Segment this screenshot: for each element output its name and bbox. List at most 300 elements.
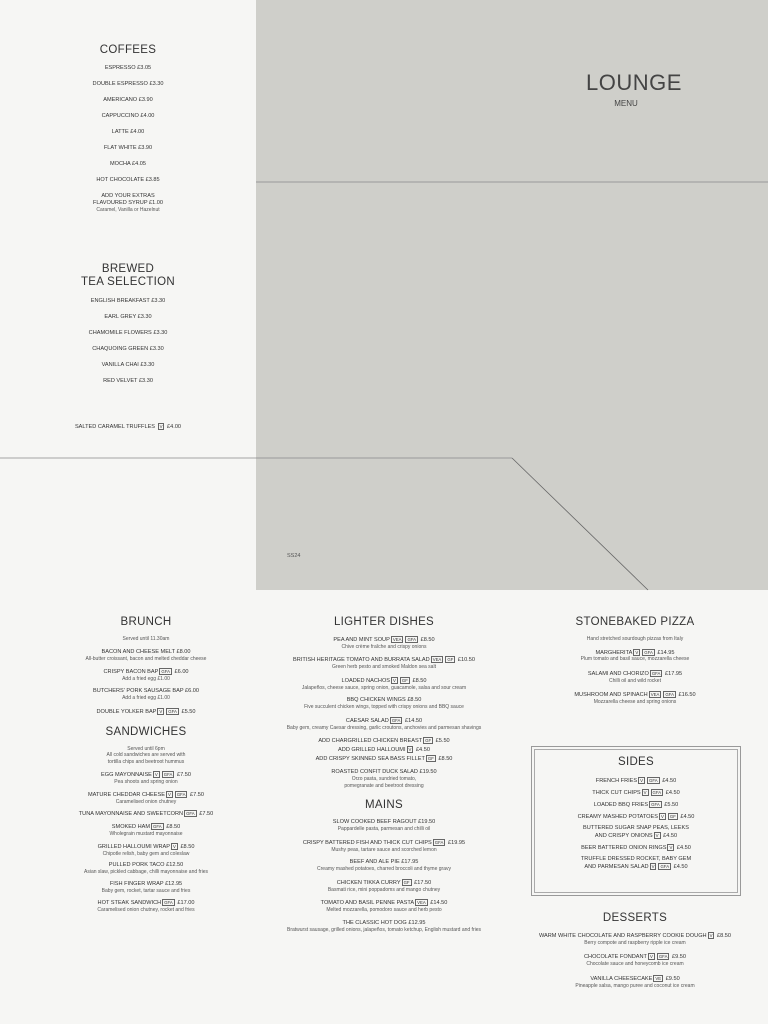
menu-item-title [279, 697, 489, 704]
lighter-item [279, 677, 489, 691]
tag-badge: GFA [176, 791, 186, 797]
menu-item-name: ADD CRISPY SKINNED SEA BASS FILLET [315, 756, 425, 763]
menu-item-title [279, 755, 489, 763]
brunch-item [41, 649, 251, 663]
menu-item-title [41, 810, 251, 818]
drink-name: VANILLA CHAI [101, 362, 139, 368]
drink-price: £3.30 [137, 314, 152, 320]
menu-item-name: CHOCOLATE FONDANT [583, 954, 647, 961]
menu-item-name: BUTCHERS' PORK SAUSAGE BAP [92, 688, 184, 695]
menu-item-name: SMOKED HAM [111, 824, 151, 831]
tag-badge: VEA [650, 692, 660, 698]
tag-badge: GF [401, 677, 408, 683]
menu-item-title [531, 777, 741, 785]
tag-badge: GF [425, 738, 432, 744]
menu-item-name: MARGHERITA [595, 649, 633, 656]
menu-item-title [41, 771, 251, 779]
menu-item-desc: Caramelised onion chutney [115, 798, 177, 805]
tag-badge: VEA [417, 900, 426, 906]
menu-item-price: £6.00 [174, 668, 189, 675]
tea-item [0, 330, 256, 337]
menu-item-title [279, 656, 489, 664]
tea-item [0, 346, 256, 353]
menu-item-title [41, 843, 251, 851]
tag-badge: GFA [163, 772, 173, 778]
menu-item-name: THICK CUT CHIPS [592, 789, 641, 796]
drink-price: £3.30 [149, 81, 164, 87]
menu-item-price: £4.50 [662, 777, 677, 784]
menu-item-title [279, 859, 489, 866]
sandwich-item [41, 881, 251, 895]
tag-badge: GFA [168, 708, 177, 714]
menu-item-name: BRITISH HERITAGE TOMATO AND BURRATA SALAD [293, 657, 430, 664]
mains-item [279, 920, 489, 934]
menu-item-name: SALAMI AND CHORIZO [587, 670, 649, 677]
menu-item-name: TUNA MAYONNAISE AND SWEETCORN [78, 811, 184, 818]
menu-item-title [41, 688, 251, 695]
coffee-item [0, 145, 256, 152]
menu-item-price: £17.50 [414, 879, 432, 886]
mains-list [279, 819, 489, 933]
tag-badge: GFA [407, 637, 417, 642]
menu-item-desc: Creamy mashed potatoes, charred broccoli and thyme gravy [317, 866, 451, 873]
menu-item-name: WARM WHITE CHOCOLATE AND RASPBERRY COOKIE DOUGH [538, 932, 707, 939]
menu-item-name: MUSHROOM AND SPINACH [574, 692, 648, 699]
sandwiches-note2: All cold sandwiches are served with [106, 752, 186, 759]
brunch-item [41, 688, 251, 702]
tag-badge: V [643, 789, 647, 795]
coffee-list [0, 65, 256, 184]
menu-item-name: BEEF AND ALE PIE [349, 859, 400, 866]
side-item [531, 801, 741, 809]
tag-badge: V [709, 933, 713, 938]
drink-price: £3.90 [138, 145, 153, 151]
menu-item-price: £8.50 [407, 697, 422, 704]
menu-item-price: £8.50 [420, 636, 435, 643]
brunch-list [41, 649, 251, 716]
menu-item-price: £7.50 [176, 772, 191, 779]
menu-item-price: £9.50 [672, 954, 687, 961]
lighter-item [279, 656, 489, 670]
tag-badge: GF [427, 756, 434, 762]
menu-item-name: EGG MAYONNAISE [101, 772, 152, 779]
tag-badge: GFA [186, 811, 195, 817]
tag-badge: GFA [391, 717, 401, 723]
menu-item-desc: Mushy peas, tartare sauce and scorched lemon [331, 846, 437, 853]
tag-badge: V [655, 832, 659, 838]
drink-name: HOT CHOCOLATE [96, 177, 145, 183]
tag-badge: V [651, 863, 655, 869]
menu-item-title [41, 791, 251, 799]
menu-item-title [41, 649, 251, 656]
lounge-cover-panel [256, 0, 768, 590]
tea-item [0, 298, 256, 305]
menu-item-price: £19.50 [418, 819, 436, 826]
menu-item-price: £14.50 [404, 717, 423, 724]
lighter-heading: LIGHTER DISHES [333, 616, 435, 628]
menu-item-desc: Chipotle relish, baby gem and coleslaw [102, 850, 190, 857]
coffees-section [0, 44, 256, 214]
side-item [531, 856, 741, 871]
menu-item-name: SLOW COOKED BEEF RAGOUT [332, 819, 417, 826]
drink-name: ESPRESSO [104, 65, 136, 71]
lighter-list [279, 636, 489, 731]
tea-item [0, 378, 256, 385]
drink-name: RED VELVET [103, 378, 138, 384]
tag-badge: V [661, 813, 664, 819]
menu-item-title [530, 932, 740, 940]
tag-badge: V [635, 649, 639, 655]
drink-name: DOUBLE ESPRESSO [92, 81, 148, 87]
coffees-heading: COFFEES [99, 44, 157, 56]
menu-item-name: GRILLED HALLOUMI WRAP [97, 843, 170, 850]
menu-item-name: ADD GRILLED HALLOUMI [338, 747, 406, 754]
menu-item-name: BBQ CHICKEN WINGS [346, 697, 406, 704]
drink-name: EARL GREY [104, 314, 137, 320]
sandwiches-note1: Served until 6pm [127, 745, 165, 752]
tag-badge: GF [403, 879, 410, 885]
drink-name: ENGLISH BREAKFAST [90, 298, 150, 304]
menu-item-name: PEA AND MINT SOUP [333, 636, 390, 643]
menu-item-desc: Plum tomato and basil sauce, mozzarella cheese [580, 656, 690, 663]
drink-name: CHAMOMILE FLOWERS [88, 330, 152, 336]
tag-badge: V [154, 772, 158, 778]
extras-item: FLAVOURED SYRUP £1.00 [92, 200, 164, 206]
menu-item-price: £4.50 [676, 844, 691, 851]
column-lighter-mains [279, 616, 489, 939]
menu-item-title [531, 825, 741, 832]
drink-price: £3.30 [153, 330, 168, 336]
menu-item-title [279, 819, 489, 826]
duck-salad-item [279, 769, 489, 789]
sandwich-item [41, 791, 251, 805]
mains-heading: MAINS [365, 799, 403, 812]
coffee-item [0, 177, 256, 184]
brunch-heading: BRUNCH [120, 616, 172, 628]
truffles-name: SALTED CARAMEL TRUFFLES [74, 423, 156, 430]
menu-item-price: £5.50 [181, 708, 196, 715]
menu-item-name: CAESAR SALAD [345, 717, 389, 724]
menu-item-desc: Caramelised onion chutney, rocket and fries [97, 907, 195, 914]
duck-salad-price: £19.50 [419, 769, 437, 776]
menu-item-name: FRENCH FRIES [595, 777, 638, 784]
menu-item-price: £8.50 [412, 677, 427, 684]
menu-item-desc: Mozzarella cheese and spring onions [593, 699, 677, 706]
menu-item-desc: Bratwurst sausage, grilled onions, jalapeños, tomato ketchup, English mustard and fries [287, 926, 481, 933]
brunch-item [41, 708, 251, 716]
menu-item-price: £4.50 [663, 832, 678, 839]
menu-item-title [41, 668, 251, 676]
menu-item-name-line2: AND PARMESAN SALAD [584, 863, 649, 870]
menu-item-name: TRUFFLE DRESSED ROCKET, BABY GEM [580, 855, 692, 862]
menu-item-price: £4.50 [665, 789, 680, 796]
pizza-note: Hand stretched sourdough pizzas from Italy [586, 636, 684, 642]
menu-item-title [41, 862, 251, 869]
tag-badge: V [640, 778, 644, 783]
menu-item-name: CRISPY BACON BAP [103, 668, 159, 675]
sandwich-item [41, 899, 251, 913]
menu-item-price: £4.50 [415, 747, 430, 754]
pizza-item [530, 691, 740, 705]
menu-item-price: £16.50 [678, 692, 696, 699]
menu-item-desc: Chive crème fraîche and crispy onions [341, 643, 427, 650]
menu-item-title [530, 953, 740, 961]
tag-badge: V [393, 677, 396, 683]
menu-item-title [530, 649, 740, 657]
truffles-item [0, 423, 256, 431]
desserts-list [530, 932, 740, 989]
menu-item-price: £14.95 [657, 649, 675, 656]
menu-item-title [530, 670, 740, 678]
coffee-item [0, 65, 256, 72]
drink-price: £3.30 [140, 362, 155, 368]
menu-item-price: £19.95 [447, 839, 466, 846]
menu-item-name: BEER BATTERED ONION RINGS [581, 844, 667, 851]
menu-item-title [530, 691, 740, 699]
addon-item [279, 737, 489, 745]
sandwich-item [41, 862, 251, 876]
dessert-item [530, 975, 740, 989]
lighter-item [279, 717, 489, 731]
menu-item-desc: Add a fried egg £1.00 [122, 675, 170, 682]
menu-item-desc: Baby gem, rocket, tartar sauce and fries [101, 887, 191, 894]
pizza-item [530, 670, 740, 684]
drink-price: £3.30 [138, 378, 153, 384]
lounge-title: LOUNGE [586, 70, 682, 95]
drink-name: FLAT WHITE [103, 145, 137, 151]
menu-item-name-line2: AND CRISPY ONIONS [594, 832, 653, 839]
menu-item-desc: Chocolate sauce and honeycomb ice cream [586, 961, 684, 968]
drinks-panel-fold [0, 458, 256, 590]
menu-item-title [41, 823, 251, 831]
tag-badge: GFA [161, 669, 170, 674]
menu-item-title [531, 801, 741, 809]
extras-title: ADD YOUR EXTRAS [101, 193, 155, 199]
menu-item-name: HOT STEAK SANDWICH [97, 900, 162, 907]
menu-item-desc: Jalapeños, cheese sauce, spring onion, guacamole, salsa and sour cream [301, 684, 467, 691]
sides-heading: SIDES [617, 756, 654, 768]
sandwiches-heading: SANDWICHES [105, 725, 187, 738]
tea-item [0, 314, 256, 321]
menu-item-price: £17.95 [401, 859, 419, 866]
drink-price: £3.30 [151, 298, 166, 304]
lighter-item [279, 636, 489, 650]
tag-badge: V [669, 844, 673, 850]
tag-badge: VEA [392, 637, 402, 642]
sides-list [531, 777, 741, 871]
menu-item-name: CHICKEN TIKKA CURRY [336, 879, 401, 886]
tag-badge: GFA [649, 778, 658, 783]
menu-item-name: FISH FINGER WRAP [109, 880, 164, 887]
side-item [531, 825, 741, 840]
lighter-item [279, 697, 489, 711]
menu-item-title [41, 881, 251, 888]
menu-item-title [531, 856, 741, 863]
duck-salad-name: ROASTED CONFIT DUCK SALAD [331, 769, 418, 776]
tag-badge: GF [447, 657, 454, 663]
tag-badge: GFA [651, 670, 661, 676]
menu-item-name: TOMATO AND BASIL PENNE PASTA [320, 900, 415, 907]
menu-item-price: £8.50 [166, 824, 181, 831]
drink-name: LATTE [111, 129, 129, 135]
side-item [531, 844, 741, 852]
side-item [531, 813, 741, 821]
tag-badge: GFA [652, 789, 662, 795]
menu-item-price: £9.50 [665, 975, 680, 982]
brewed-heading-line2: TEA SELECTION [80, 276, 175, 288]
menu-item-desc: Pappardelle pasta, parmesan and chilli oil [337, 826, 431, 833]
menu-item-price: £12.95 [165, 880, 183, 887]
menu-item-price: £14.50 [430, 900, 448, 907]
brunch-item [41, 668, 251, 682]
menu-item-price: £8.50 [438, 756, 453, 763]
menu-item-title-line2 [531, 863, 741, 871]
tag-badge: GFA [660, 863, 670, 869]
drink-price: £4.00 [140, 113, 155, 119]
brewed-heading-line1: BREWED [101, 263, 155, 275]
addon-item [279, 755, 489, 763]
menu-item-desc: All-butter croissant, bacon and melted cheddar cheese [85, 655, 207, 662]
pizza-heading: STONEBAKED PIZZA [575, 616, 695, 628]
menu-item-name: DOUBLE YOLKER BAP [96, 708, 157, 715]
mains-item [279, 859, 489, 873]
tag-badge: V [159, 708, 163, 714]
menu-item-price: £12.95 [408, 919, 426, 926]
addon-item [279, 746, 489, 754]
drink-price: £4.00 [130, 129, 145, 135]
menu-item-desc: Asian slaw, pickled cabbage, chilli mayonnaise and fries [84, 869, 208, 876]
desserts-section [530, 912, 740, 996]
menu-item-name: VANILLA CHEESECAKE [590, 975, 653, 982]
menu-item-price: £8.50 [717, 932, 732, 939]
menu-item-price: £6.00 [185, 688, 200, 695]
tag-badge: V [649, 954, 653, 960]
brunch-note: Served until 11.30am [122, 636, 170, 642]
lounge-subtitle: MENU [614, 99, 638, 108]
menu-item-name: LOADED BBQ FRIES [593, 801, 649, 808]
sides-section [531, 756, 741, 875]
tag-badge: V [408, 747, 412, 753]
mains-item [279, 819, 489, 833]
tag-badge: V [167, 791, 171, 797]
dessert-item [530, 932, 740, 946]
menu-item-name: PULLED PORK TACO [108, 862, 165, 869]
coffee-item [0, 81, 256, 88]
menu-item-price: £5.50 [664, 801, 679, 808]
column-brunch-sandwiches [41, 616, 251, 919]
menu-item-title [279, 879, 489, 887]
tag-badge: GFA [153, 824, 162, 830]
menu-item-title [41, 708, 251, 716]
menu-item-title [279, 717, 489, 725]
menu-item-title [530, 975, 740, 983]
column-pizza [530, 616, 740, 713]
mains-item [279, 839, 489, 853]
menu-item-title-line2 [531, 832, 741, 840]
menu-item-price: £4.50 [673, 863, 688, 870]
menu-item-title [279, 746, 489, 754]
sandwich-item [41, 823, 251, 837]
menu-item-title [531, 789, 741, 797]
menu-item-price: £10.50 [457, 657, 475, 664]
duck-salad-desc1: Orzo pasta, sundried tomato, [351, 776, 417, 783]
menu-item-title [531, 844, 741, 852]
addon-list [279, 737, 489, 763]
truffles-price: £4.00 [167, 423, 182, 430]
drink-price: £3.90 [138, 97, 153, 103]
menu-item-desc: Wholegrain mustard mayonnaise [109, 831, 183, 838]
duck-salad-desc2: pomegranate and beetroot dressing [344, 782, 424, 789]
sandwiches-note3: tortilla chips and beetroot hummus [107, 758, 185, 765]
menu-item-price: £8.00 [176, 648, 191, 655]
menu-item-desc: Basmati rice, mini poppadoms and mango chutney [327, 886, 441, 893]
tea-item [0, 362, 256, 369]
pizza-list [530, 649, 740, 706]
menu-item-name: BACON AND CHEESE MELT [101, 648, 175, 655]
menu-item-title [279, 737, 489, 745]
menu-item-name: ADD CHARGRILLED CHICKEN BREAST [318, 738, 423, 745]
menu-item-desc: Melted mozzarella, pomodoro sauce and herb pesto [326, 907, 442, 914]
side-item [531, 777, 741, 785]
menu-item-price: £5.50 [435, 738, 450, 745]
sandwich-item [41, 810, 251, 818]
season-code: SS24 [287, 553, 301, 559]
menu-item-desc: Berry compote and raspberry ripple ice cream [584, 939, 686, 946]
menu-item-title [41, 899, 251, 907]
drink-price: £3.85 [145, 177, 160, 183]
drink-name: CAPPUCCINO [101, 113, 139, 119]
menu-item-price: £17.95 [664, 670, 683, 677]
drink-name: MOCHA [109, 161, 131, 167]
menu-item-name: CREAMY MASHED POTATOES [577, 813, 658, 820]
menu-item-desc: Baby gem, creamy Caesar dressing, garlic croutons, anchovies and parmesan shavings [286, 724, 482, 731]
drink-price: £4.05 [132, 161, 147, 167]
tag-badge: GFA [665, 692, 674, 698]
drink-price: £3.30 [149, 346, 164, 352]
menu-item-price: £8.50 [180, 843, 195, 850]
brewed-tea-section [0, 263, 256, 394]
menu-item-desc: Pineapple salsa, mango puree and coconut ice cream [575, 982, 695, 989]
menu-item-name: LOADED NACHOS [341, 677, 391, 684]
menu-item-price: £7.50 [190, 791, 205, 798]
menu-item-desc: Add a fried egg £1.00 [122, 695, 170, 702]
menu-item-price: £17.00 [177, 900, 195, 907]
tag-badge: GFA [651, 801, 660, 807]
coffee-item [0, 113, 256, 120]
tag-badge: VEA [432, 657, 442, 663]
menu-item-name: BUTTERED SUGAR SNAP PEAS, LEEKS [583, 824, 689, 831]
menu-item-desc: Pea shoots and spring onion [114, 779, 178, 786]
menu-item-name: CRISPY BATTERED FISH AND THICK CUT CHIPS [302, 839, 432, 846]
sandwich-item [41, 771, 251, 785]
drink-name: AMERICANO [103, 97, 138, 103]
tag-badge: GFA [644, 649, 653, 655]
mains-item [279, 879, 489, 893]
menu-item-desc: Chilli oil and wild rocket [609, 677, 661, 684]
tag-badge: V [173, 843, 176, 849]
menu-item-title [279, 636, 489, 644]
menu-item-desc: Five succulent chicken wings, topped with crispy onions and BBQ sauce [304, 704, 464, 711]
tag-badge: VE [655, 975, 662, 981]
sandwich-list [41, 771, 251, 913]
extras-desc: Caramel, Vanilla or Hazelnut [96, 207, 160, 213]
tag-badge: V [159, 424, 163, 429]
menu-item-title [279, 839, 489, 847]
coffee-item [0, 161, 256, 168]
menu-item-title [279, 899, 489, 907]
menu-item-price: £7.50 [199, 811, 214, 818]
menu-item-name: MATURE CHEDDAR CHEESE [87, 791, 165, 798]
